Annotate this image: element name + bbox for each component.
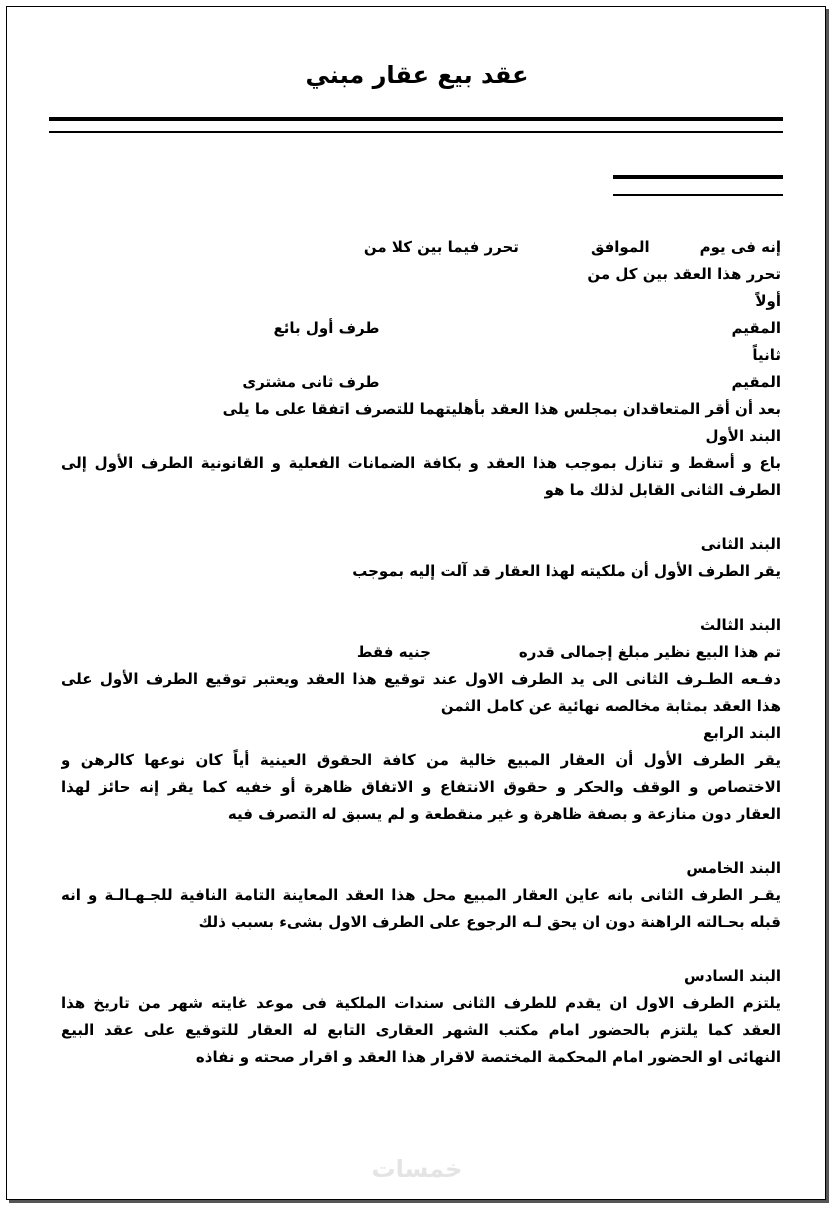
clause-6-line: يلتزم الطرف الاول ان يقدم للطرف الثانى سندات الملكية فى موعد غايته شهر من تاريخ هذا	[61, 994, 781, 1012]
price-label: تم هذا البيع نظير مبلغ إجمالى قدره	[518, 643, 781, 661]
clause-5-line: يقـر الطرف الثانى بانه عاين العقار المبيع محل هذا العقد المعاينة التامة النافية للجـهـالـة و انه	[61, 886, 781, 904]
clause-3-line: هذا العقد بمثابة مخالصه نهائية عن كامل الثمن	[440, 697, 781, 715]
parties-line: تحرر هذا العقد بين كل من	[587, 265, 781, 283]
clause-2-heading: البند الثانى	[700, 535, 781, 553]
second-party-resident-label: المقيم	[731, 373, 781, 391]
spacer	[61, 504, 781, 531]
clause-3-price-line	[61, 639, 781, 666]
clause-3-line: دفـعه الطـرف الثانى الى يد الطرف الاول عند توقيع هذا العقد ويعتبر توقيع الطرف الأول على	[61, 670, 781, 688]
clause-6-line: النهائى او الحضور امام المحكمة المختصة لاقرار هذا العقد و اقرار صحته و نفاذه	[195, 1048, 781, 1066]
contract-body	[61, 234, 781, 1071]
first-party-line	[61, 315, 781, 342]
clause-2-line: يقر الطرف الأول أن ملكيته لهذا العقار قد آلت إليه بموجب	[352, 562, 781, 580]
title-rule-thin	[49, 131, 783, 133]
title-rule-thick	[49, 117, 783, 121]
corresponding-label: الموافق	[590, 238, 650, 256]
drafted-between-label: تحرر فيما بين كلا من	[363, 238, 519, 256]
clause-1-line: باع و أسقط و تنازل بموجب هذا العقد و بكافة الضمانات الفعلية و القانونية الطرف الأول إلى	[61, 454, 781, 472]
second-party-ordinal: ثانياً	[752, 346, 781, 364]
clause-4-line: يقر الطرف الأول أن العقار المبيع خالية من كافة الحقوق العينية أياً كان نوعها كالرهن و	[61, 751, 781, 769]
date-label: إنه فى يوم	[699, 238, 781, 256]
clause-5-line: قبله بحـالته الراهنة دون ان يحق لـه الرجوع على الطرف الاول بشىء بسبب ذلك	[198, 913, 781, 931]
clause-1-line: الطرف الثانى القابل لذلك ما هو	[544, 481, 781, 499]
clause-3-heading: البند الثالث	[700, 616, 781, 634]
clause-4-line: الاختصاص و الوقف والحكر و حقوق الانتفاع و الاتفاق ظاهرة أو خفيه كما يقر إنه حائز لهذا	[61, 778, 781, 796]
spacer	[61, 936, 781, 963]
currency-label: جنيه فقط	[356, 643, 431, 661]
clause-4-line: العقار دون منازعة و بصفة ظاهرة و غير منقطعة و لم يسبق له التصرف فيه	[227, 805, 781, 823]
clause-1-heading: البند الأول	[705, 427, 781, 445]
first-party-resident-label: المقيم	[731, 319, 781, 337]
first-party-ordinal: أولاً	[755, 292, 781, 310]
clause-4-heading: البند الرابع	[702, 724, 781, 742]
spacer	[61, 585, 781, 612]
clause-5-heading: البند الخامس	[686, 859, 781, 877]
date-line	[61, 234, 781, 261]
second-party-line	[61, 369, 781, 396]
clause-6-heading: البند السادس	[684, 967, 781, 985]
first-party-role: طرف أول بائع	[273, 319, 380, 337]
contract-title: عقد بيع عقار مبني	[305, 61, 529, 89]
short-rule-thin	[613, 194, 783, 196]
contract-page	[6, 6, 826, 1200]
clause-6-line: العقد كما يلتزم بالحضور امام مكتب الشهر العقارى التابع له العقار للتوقيع على عقد البيع	[61, 1021, 781, 1039]
spacer	[61, 828, 781, 855]
second-party-role: طرف ثانى مشترى	[242, 373, 380, 391]
preamble: بعد أن أقر المتعاقدان بمجلس هذا العقد بأهليتهما للتصرف اتفقا على ما يلى	[222, 400, 781, 418]
watermark-logo: خمسات	[371, 1155, 463, 1183]
short-rule-thick	[613, 175, 783, 179]
